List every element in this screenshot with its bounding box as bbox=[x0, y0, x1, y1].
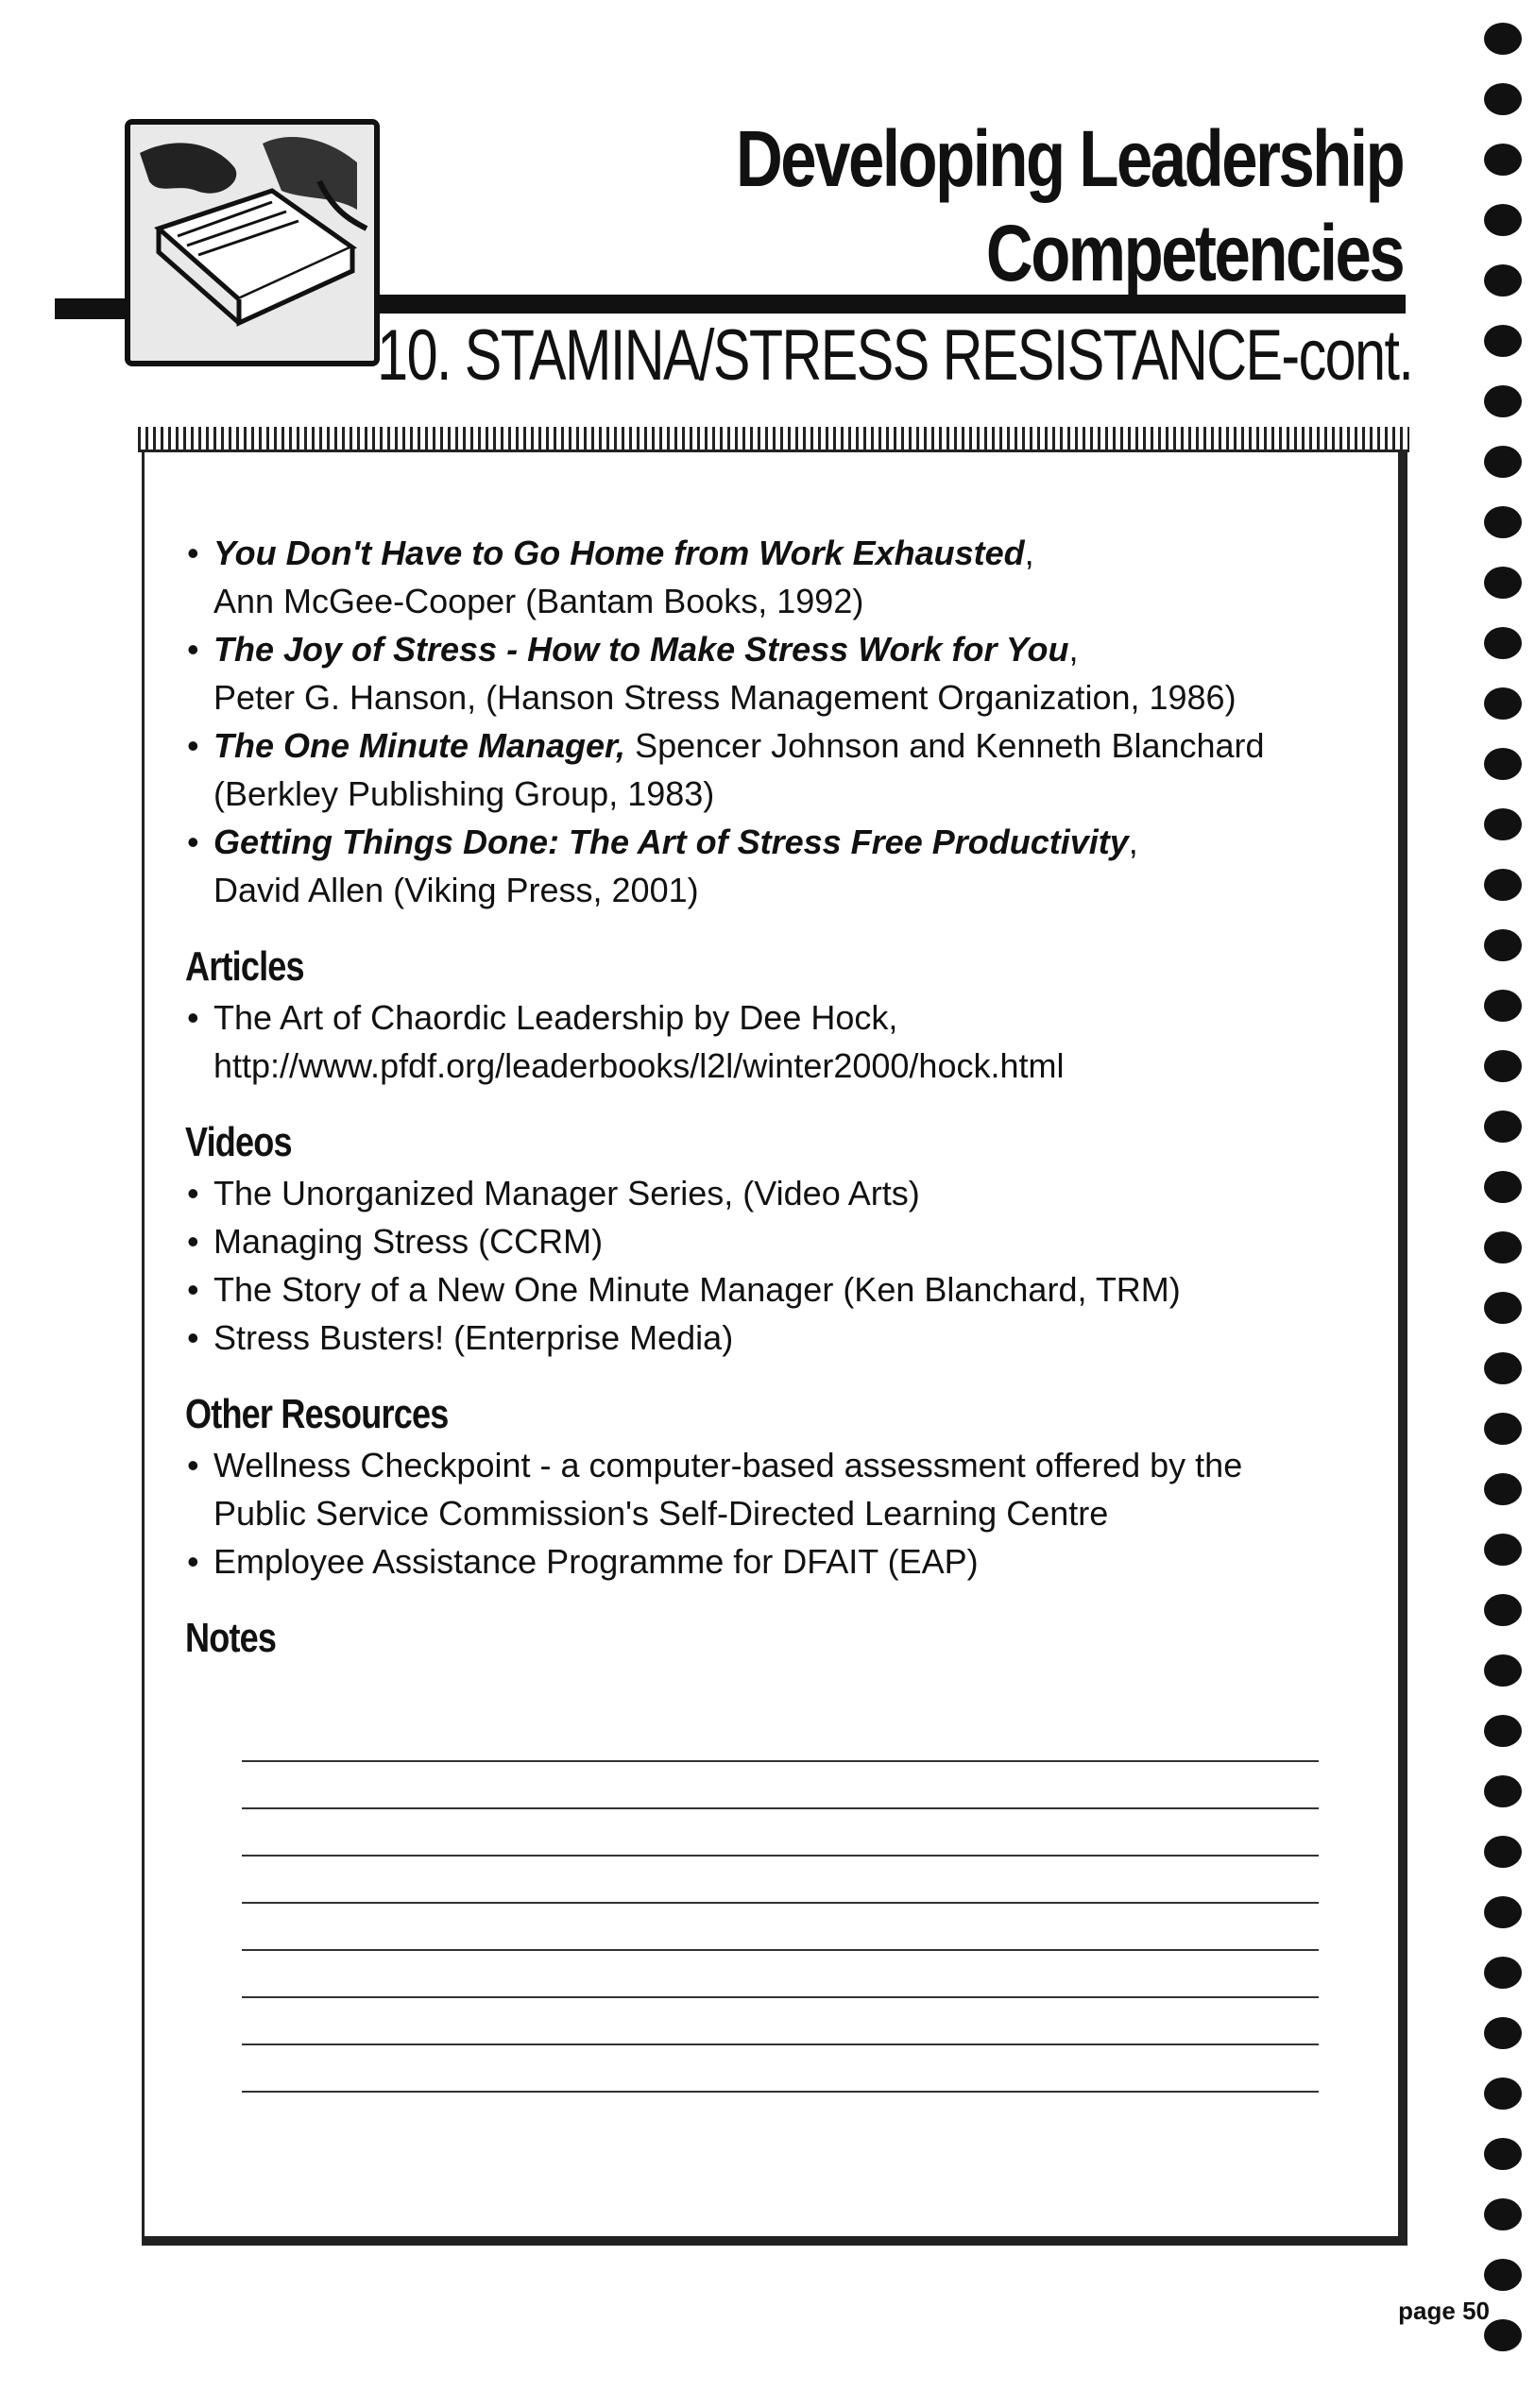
title-line-1: Developing Leadership bbox=[735, 114, 1403, 203]
page-number: page 50 bbox=[1398, 2297, 1490, 2325]
book-title: The Joy of Stress - How to Make Stress Work for You bbox=[213, 630, 1069, 669]
content-body bbox=[185, 529, 1356, 1665]
binding-hole bbox=[1484, 990, 1522, 1022]
card-top-edge bbox=[138, 427, 1409, 452]
book-detail: Peter G. Hanson, (Hanson Stress Management Organization, 1986) bbox=[213, 678, 1237, 717]
binding-hole bbox=[1484, 385, 1522, 417]
title-line-2: Competencies bbox=[985, 209, 1403, 297]
book-detail: Ann McGee-Cooper (Bantam Books, 1992) bbox=[213, 582, 864, 620]
binding-hole bbox=[1484, 1594, 1522, 1626]
binding-hole bbox=[1484, 1413, 1522, 1445]
binding-hole bbox=[1484, 627, 1522, 659]
binding-hole bbox=[1484, 204, 1522, 236]
binding-hole bbox=[1484, 1896, 1522, 1928]
binding-hole bbox=[1484, 83, 1522, 115]
book-detail: David Allen (Viking Press, 2001) bbox=[213, 871, 699, 909]
binding-hole bbox=[1484, 2138, 1522, 2170]
binding-hole bbox=[1484, 1050, 1522, 1082]
video-item: • Stress Busters! (Enterprise Media) bbox=[185, 1314, 1356, 1362]
spiral-binding bbox=[1478, 15, 1535, 2395]
binding-hole bbox=[1484, 1836, 1522, 1868]
binding-hole bbox=[1484, 748, 1522, 780]
book-after-title: , bbox=[1068, 630, 1079, 669]
binding-hole bbox=[1484, 808, 1522, 840]
other-resources-section bbox=[185, 1388, 1356, 1586]
binding-hole bbox=[1484, 144, 1522, 176]
book-item bbox=[185, 529, 1356, 625]
section-subtitle: 10. STAMINA/STRESS RESISTANCE-cont. bbox=[376, 315, 1412, 396]
article-url: http://www.pfdf.org/leaderbooks/l2l/winter2000/hock.html bbox=[213, 1046, 1065, 1085]
book-item bbox=[185, 721, 1356, 818]
book-title: You Don't Have to Go Home from Work Exhausted bbox=[213, 534, 1025, 572]
binding-hole bbox=[1484, 2077, 1522, 2110]
binding-hole bbox=[1484, 264, 1522, 297]
notes-line[interactable] bbox=[242, 1902, 1319, 1904]
notes-line[interactable] bbox=[242, 2091, 1319, 2093]
notes-line[interactable] bbox=[242, 1996, 1319, 1998]
binding-hole bbox=[1484, 23, 1522, 55]
article-item bbox=[185, 993, 1356, 1090]
notes-section bbox=[185, 1612, 1356, 1665]
resource-line: Employee Assistance Programme for DFAIT (EAP) bbox=[213, 1542, 979, 1581]
article-title: The Art of Chaordic Leadership by Dee Hock, bbox=[213, 998, 898, 1037]
binding-hole bbox=[1484, 1957, 1522, 1989]
binding-hole bbox=[1484, 1473, 1522, 1505]
book-list bbox=[185, 529, 1356, 914]
resource-item bbox=[185, 1537, 1356, 1586]
other-resources-list bbox=[185, 1441, 1356, 1586]
binding-hole bbox=[1484, 1352, 1522, 1384]
binding-hole bbox=[1484, 446, 1522, 478]
book-after-title: , bbox=[1024, 534, 1034, 572]
binding-hole bbox=[1484, 869, 1522, 901]
book-item bbox=[185, 818, 1356, 914]
book-after-title: , bbox=[1128, 822, 1138, 861]
resource-line: Wellness Checkpoint - a computer-based assessment offered by the bbox=[213, 1446, 1243, 1484]
book-title: Getting Things Done: The Art of Stress Free Productivity bbox=[213, 822, 1129, 861]
articles-list bbox=[185, 993, 1356, 1090]
binding-hole bbox=[1484, 2017, 1522, 2049]
book-after-title: Spencer Johnson and Kenneth Blanchard bbox=[625, 726, 1265, 765]
articles-heading: Articles bbox=[185, 943, 304, 990]
binding-hole bbox=[1484, 1534, 1522, 1566]
videos-section bbox=[185, 1116, 1356, 1362]
binding-hole bbox=[1484, 1775, 1522, 1807]
book-item bbox=[185, 625, 1356, 721]
video-item: • The Story of a New One Minute Manager (Ken Blanchard, TRM) bbox=[185, 1265, 1356, 1314]
video-item: • The Unorganized Manager Series, (Video Arts) bbox=[185, 1169, 1356, 1217]
binding-hole bbox=[1484, 2319, 1522, 2351]
notes-line[interactable] bbox=[242, 1807, 1319, 1809]
binding-hole bbox=[1484, 2259, 1522, 2291]
binding-hole bbox=[1484, 506, 1522, 538]
videos-heading: Videos bbox=[185, 1119, 292, 1165]
resource-item bbox=[185, 1441, 1356, 1537]
notes-line[interactable] bbox=[242, 1949, 1319, 1951]
binding-hole bbox=[1484, 1111, 1522, 1143]
page-title bbox=[736, 111, 1403, 300]
book-title: The One Minute Manager, bbox=[213, 726, 626, 765]
binding-hole bbox=[1484, 567, 1522, 599]
binding-hole bbox=[1484, 1171, 1522, 1203]
notes-line[interactable] bbox=[242, 1760, 1319, 1762]
binding-hole bbox=[1484, 929, 1522, 961]
binding-hole bbox=[1484, 1654, 1522, 1687]
header-rule-left bbox=[55, 298, 130, 319]
binding-hole bbox=[1484, 1715, 1522, 1747]
book-and-hands-icon bbox=[125, 119, 380, 366]
resource-line: Public Service Commission's Self-Directed Learning Centre bbox=[213, 1494, 1109, 1533]
videos-list bbox=[185, 1169, 1356, 1362]
binding-hole bbox=[1484, 1292, 1522, 1324]
notes-line[interactable] bbox=[242, 1855, 1319, 1857]
video-item: • Managing Stress (CCRM) bbox=[185, 1217, 1356, 1265]
binding-hole bbox=[1484, 2198, 1522, 2230]
notes-heading: Notes bbox=[185, 1615, 277, 1661]
binding-hole bbox=[1484, 325, 1522, 357]
notes-line[interactable] bbox=[242, 2043, 1319, 2045]
binding-hole bbox=[1484, 687, 1522, 720]
articles-section bbox=[185, 941, 1356, 1090]
binding-hole bbox=[1484, 1231, 1522, 1263]
book-detail: (Berkley Publishing Group, 1983) bbox=[213, 774, 715, 813]
other-resources-heading: Other Resources bbox=[185, 1391, 449, 1437]
